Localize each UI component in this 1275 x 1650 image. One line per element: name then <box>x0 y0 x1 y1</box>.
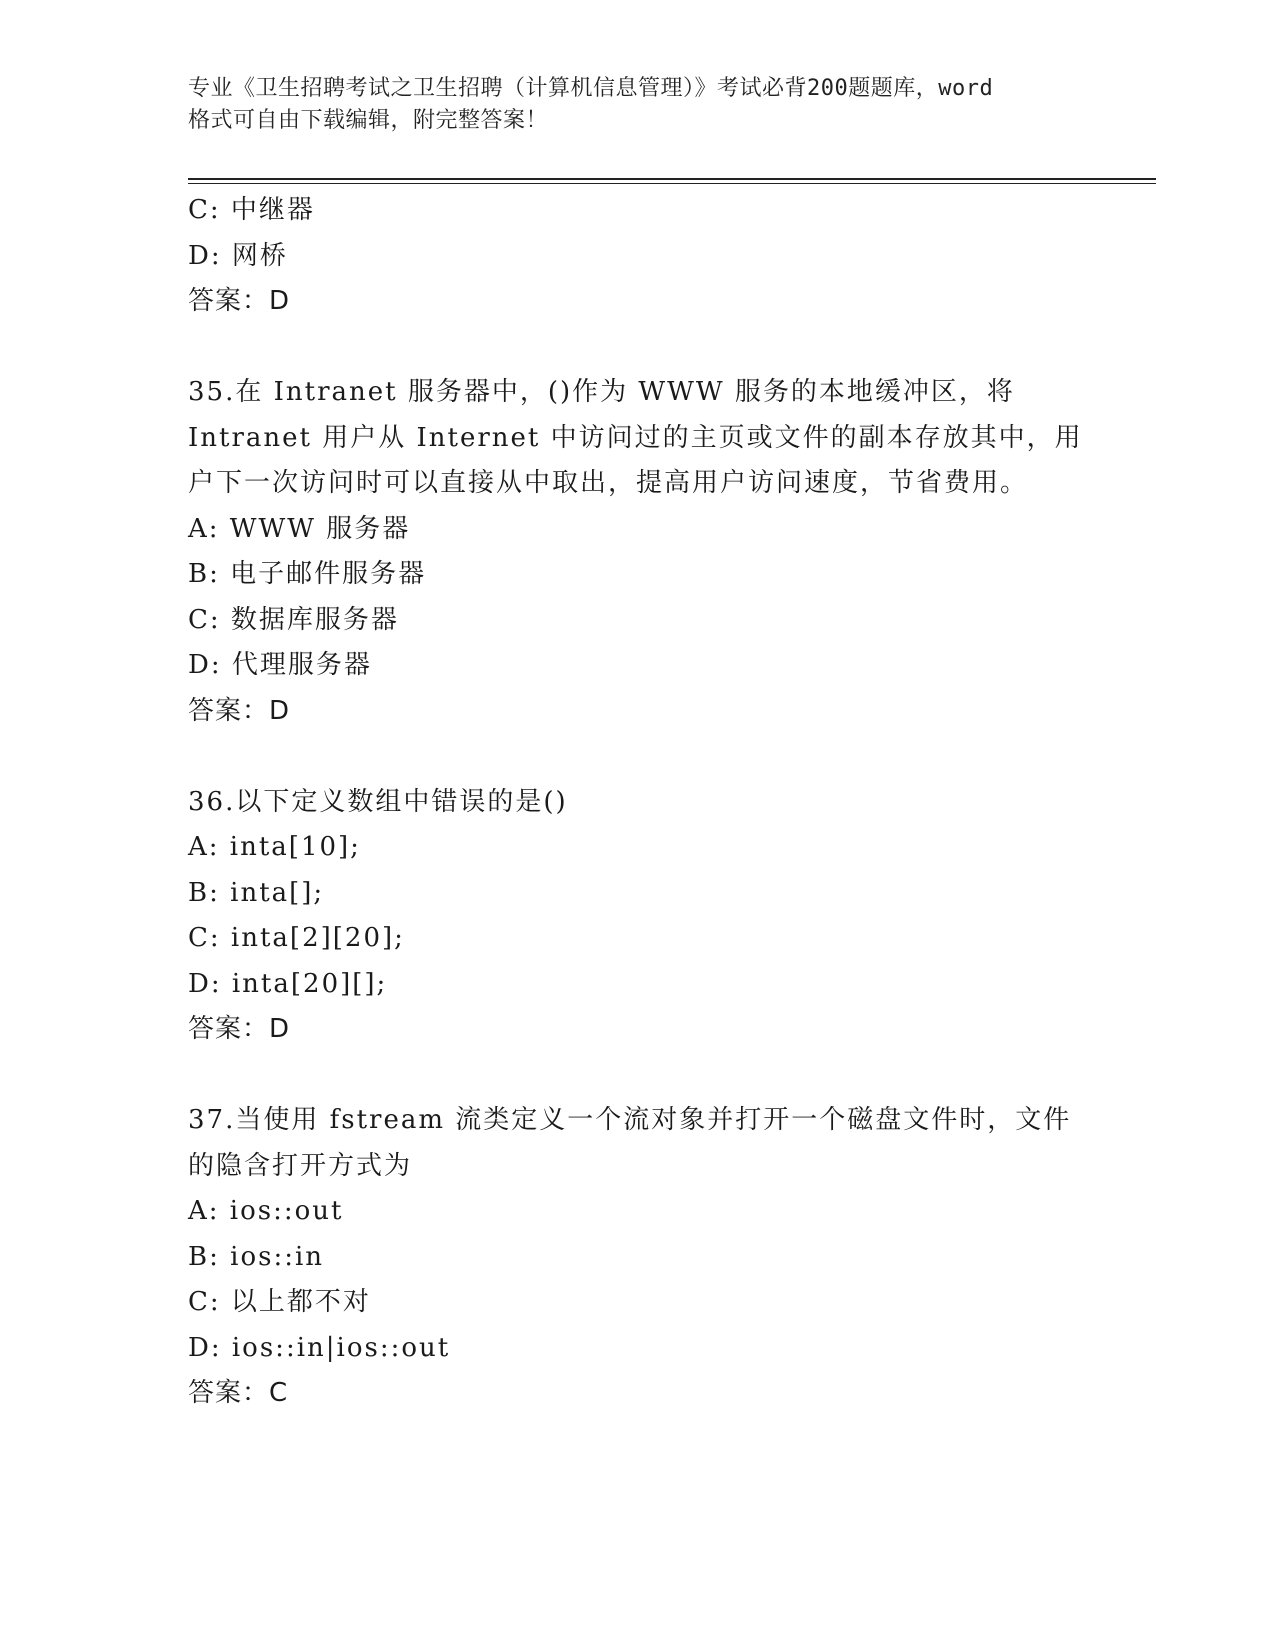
q35-answer: 答案：D <box>188 695 291 726</box>
q37-option-a: A: ios::out <box>188 1196 344 1226</box>
q34-answer: 答案：D <box>188 286 291 316</box>
q35-text-line-2: Intranet 用户从 Internet 中访问过的主页或文件的副本存放其中，用 <box>188 422 1083 453</box>
q35-option-b: B: 电子邮件服务器 <box>188 559 427 589</box>
q37-option-d: D: ios::in|ios::out <box>188 1332 451 1363</box>
question-35 <box>188 370 1088 734</box>
q36-text-line-1: 36.以下定义数组中错误的是() <box>188 786 568 817</box>
q34-option-d: D: 网桥 <box>188 240 288 271</box>
q35-option-a: A: WWW 服务器 <box>188 513 411 544</box>
q36-option-c: C: inta[2][20]; <box>188 923 405 953</box>
header-line-1: 专业《卫生招聘考试之卫生招聘（计算机信息管理）》考试必背200题题库，word <box>188 76 994 101</box>
q37-text-line-1: 37.当使用 fstream 流类定义一个流对象并打开一个磁盘文件时，文件 <box>188 1105 1072 1135</box>
q35-text-line-3: 户下一次访问时可以直接从中取出，提高用户访问速度，节省费用。 <box>188 468 1029 498</box>
header-line-2: 格式可自由下载编辑，附完整答案！ <box>188 108 549 133</box>
q35-option-c: C: 数据库服务器 <box>188 604 399 635</box>
question-37 <box>188 1098 1088 1417</box>
spacer <box>188 734 1088 780</box>
question-36 <box>188 780 1088 1053</box>
question-34 <box>188 188 1088 325</box>
q35-text-line-1: 35.在 Intranet 服务器中，()作为 WWW 服务的本地缓冲区，将 <box>188 377 1015 407</box>
q34-option-c: C: 中继器 <box>188 195 315 225</box>
header-divider-thin <box>188 183 1156 184</box>
q36-option-d: D: inta[20][]; <box>188 968 388 999</box>
header-divider-thick <box>188 178 1156 180</box>
q35-option-d: D: 代理服务器 <box>188 650 372 680</box>
q37-answer: 答案：C <box>188 1378 289 1408</box>
q37-option-c: C: 以上都不对 <box>188 1287 371 1317</box>
q37-text-line-2: 的隐含打开方式为 <box>188 1150 413 1181</box>
q37-option-b: B: ios::in <box>188 1241 325 1272</box>
q36-option-b: B: inta[]; <box>188 877 325 908</box>
q36-option-a: A: inta[10]; <box>188 832 361 862</box>
spacer <box>188 1053 1088 1099</box>
spacer <box>188 325 1088 371</box>
document-header <box>188 73 1088 137</box>
question-list <box>188 188 1088 1417</box>
q36-answer: 答案：D <box>188 1014 291 1044</box>
